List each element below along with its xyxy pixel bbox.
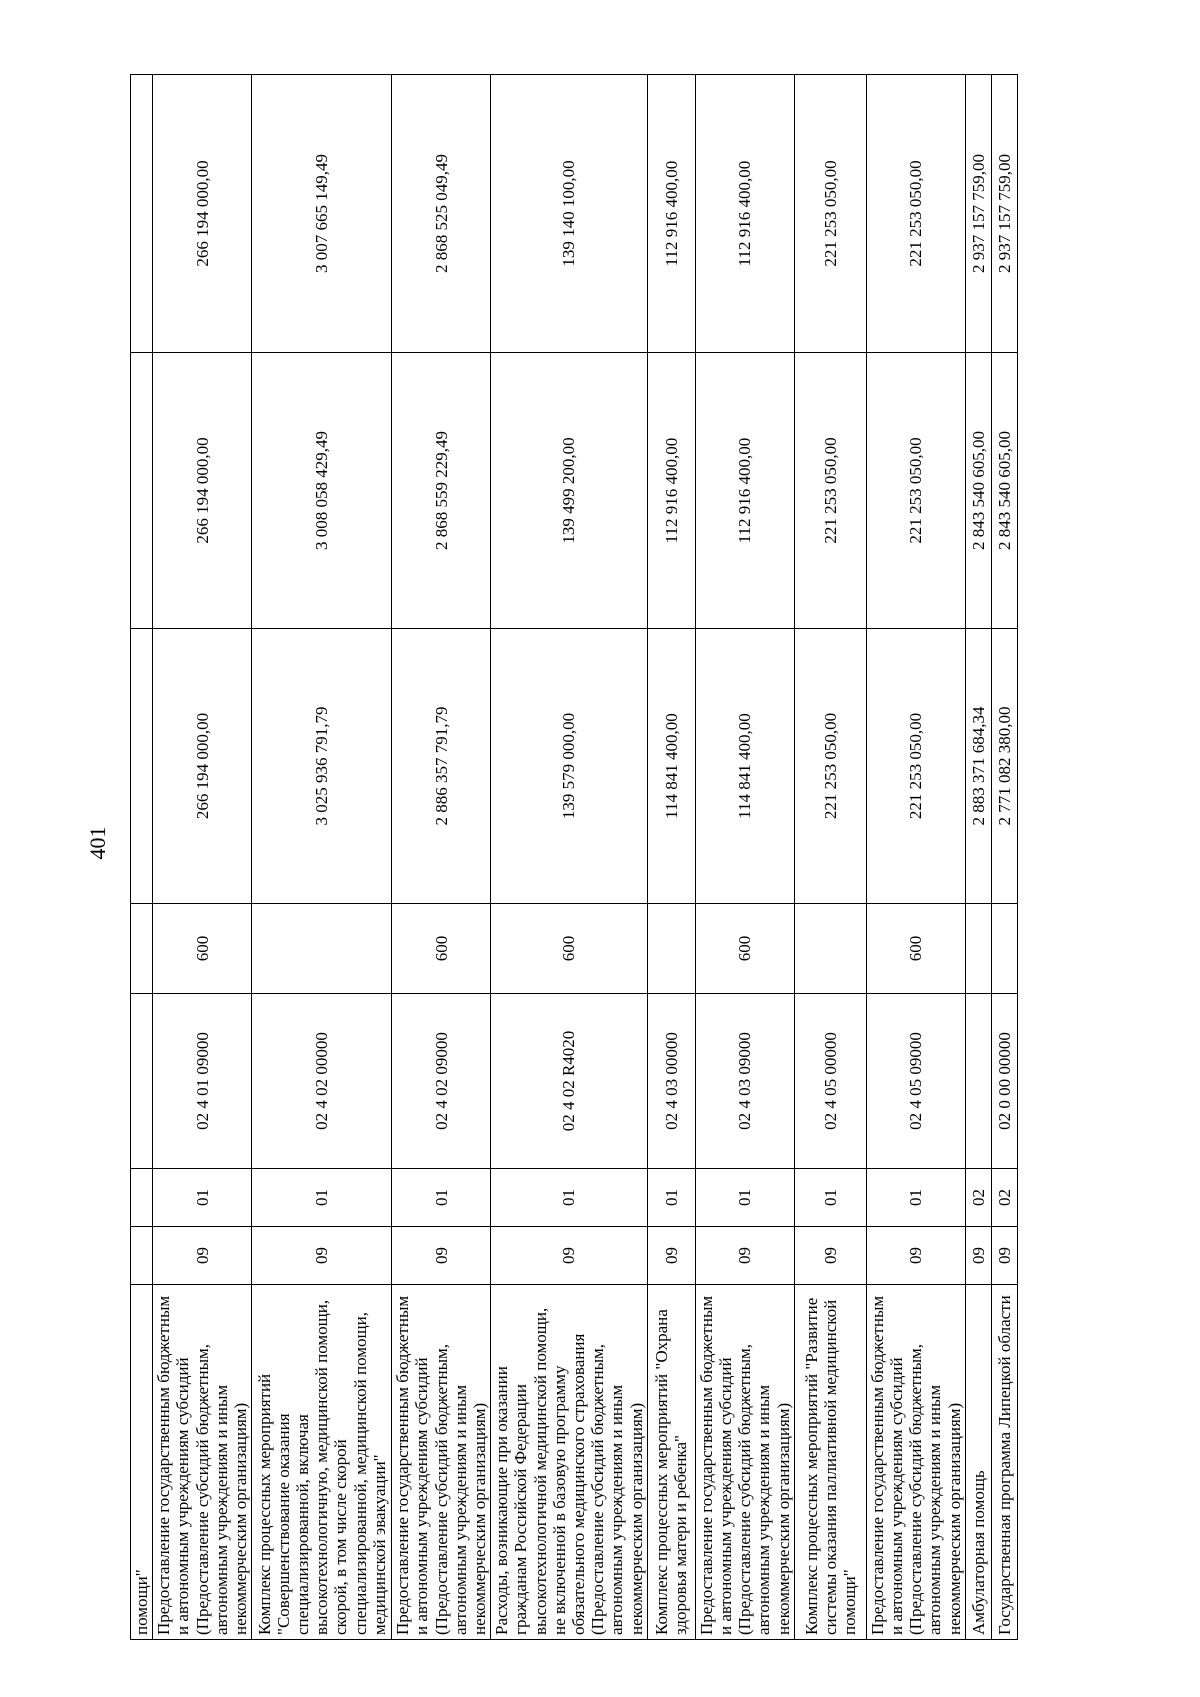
table-row bbox=[153, 75, 252, 1640]
rz-cell: 01 bbox=[647, 1169, 695, 1227]
value-2-cell: 2 843 540 605,00 bbox=[991, 353, 1017, 629]
vr-cell bbox=[794, 904, 866, 994]
table-row bbox=[866, 75, 965, 1640]
value-1-cell: 2 883 371 684,34 bbox=[965, 629, 991, 904]
value-1-cell: 2 771 082 380,00 bbox=[991, 629, 1017, 904]
value-3-cell: 2 937 157 759,00 bbox=[991, 75, 1017, 353]
vr-cell: 600 bbox=[866, 904, 965, 994]
cs-cell bbox=[965, 994, 991, 1169]
rz-cell: 01 bbox=[392, 1169, 491, 1227]
rz-cell: 01 bbox=[866, 1169, 965, 1227]
cs-cell: 02 4 03 09000 bbox=[695, 994, 794, 1169]
value-1-cell: 266 194 000,00 bbox=[153, 629, 252, 904]
value-3-cell: 266 194 000,00 bbox=[153, 75, 252, 353]
rz-cell: 01 bbox=[252, 1169, 392, 1227]
table-row bbox=[965, 75, 991, 1640]
row-name-cell: Предоставление государственным бюджетным и автономным учреждениям субсидий (Предоставление субсидий бюджетным, автономным учреждениям и иным некоммерческим организациям) bbox=[392, 1285, 491, 1640]
ved-cell: 09 bbox=[252, 1227, 392, 1285]
vr-cell bbox=[991, 904, 1017, 994]
ved-cell: 09 bbox=[794, 1227, 866, 1285]
cs-cell: 02 4 02 00000 bbox=[252, 994, 392, 1169]
ved-cell: 09 bbox=[392, 1227, 491, 1285]
value-2-cell: 266 194 000,00 bbox=[153, 353, 252, 629]
row-name-cell: Амбулаторная помощь bbox=[965, 1285, 991, 1640]
ved-cell: 09 bbox=[695, 1227, 794, 1285]
value-3-cell: 112 916 400,00 bbox=[695, 75, 794, 353]
row-name-cell: Комплекс процессных мероприятий "Развитие системы оказания паллиативной медицинской помощи" bbox=[794, 1285, 866, 1640]
vr-cell: 600 bbox=[491, 904, 648, 994]
value-1-cell: 114 841 400,00 bbox=[647, 629, 695, 904]
cs-cell bbox=[131, 994, 153, 1169]
table-row bbox=[794, 75, 866, 1640]
value-1-cell: 139 579 000,00 bbox=[491, 629, 648, 904]
vr-cell bbox=[252, 904, 392, 994]
value-2-cell: 139 499 200,00 bbox=[491, 353, 648, 629]
ved-cell: 09 bbox=[153, 1227, 252, 1285]
rz-cell: 02 bbox=[965, 1169, 991, 1227]
value-3-cell: 2 868 525 049,49 bbox=[392, 75, 491, 353]
rz-cell: 01 bbox=[794, 1169, 866, 1227]
row-name-cell: Предоставление государственным бюджетным и автономным учреждениям субсидий (Предоставление субсидий бюджетным, автономным учреждениям и иным некоммерческим организациям) bbox=[866, 1285, 965, 1640]
value-3-cell: 3 007 665 149,49 bbox=[252, 75, 392, 353]
ved-cell: 09 bbox=[866, 1227, 965, 1285]
value-1-cell: 114 841 400,00 bbox=[695, 629, 794, 904]
ved-cell: 09 bbox=[647, 1227, 695, 1285]
value-3-cell: 221 253 050,00 bbox=[866, 75, 965, 353]
value-2-cell: 2 868 559 229,49 bbox=[392, 353, 491, 629]
value-2-cell: 3 008 058 429,49 bbox=[252, 353, 392, 629]
table-row bbox=[991, 75, 1017, 1640]
budget-table bbox=[130, 74, 1018, 1640]
row-name-cell: Предоставление государственным бюджетным и автономным учреждениям субсидий (Предоставление субсидий бюджетным, автономным учреждениям и иным некоммерческим организациям) bbox=[695, 1285, 794, 1640]
table-row bbox=[491, 75, 648, 1640]
cs-cell: 02 4 02 09000 bbox=[392, 994, 491, 1169]
value-1-cell: 3 025 936 791,79 bbox=[252, 629, 392, 904]
table-row bbox=[252, 75, 392, 1640]
row-name-cell: Предоставление государственным бюджетным и автономным учреждениям субсидий (Предоставление субсидий бюджетным, автономным учреждениям и иным некоммерческим организациям) bbox=[153, 1285, 252, 1640]
row-name-cell: Комплекс процессных мероприятий "Совершенствование оказания специализированной, включая высокотехнологичную, медицинской помощи, скорой, в том числе скорой специализированной, медицинской помощи, медицинской эвакуации" bbox=[252, 1285, 392, 1640]
ved-cell: 09 bbox=[991, 1227, 1017, 1285]
table-row bbox=[392, 75, 491, 1640]
vr-cell bbox=[131, 904, 153, 994]
value-2-cell: 112 916 400,00 bbox=[647, 353, 695, 629]
table-row bbox=[647, 75, 695, 1640]
row-name-cell: Расходы, возникающие при оказании гражданам Российской Федерации высокотехнологичной медицинской помощи, не включенной в базовую программу обязательного медицинского страхования (Предоставление субсидий бюджетным, автономным учреждениям и иным некоммерческим организациям) bbox=[491, 1285, 648, 1640]
value-1-cell: 221 253 050,00 bbox=[794, 629, 866, 904]
value-1-cell bbox=[131, 629, 153, 904]
cs-cell: 02 4 03 00000 bbox=[647, 994, 695, 1169]
table-row bbox=[695, 75, 794, 1640]
value-2-cell: 112 916 400,00 bbox=[695, 353, 794, 629]
rz-cell: 01 bbox=[491, 1169, 648, 1227]
budget-table-body bbox=[131, 75, 1018, 1640]
cs-cell: 02 4 01 09000 bbox=[153, 994, 252, 1169]
value-2-cell: 221 253 050,00 bbox=[794, 353, 866, 629]
row-name-cell: Государственная программа Липецкой области bbox=[991, 1285, 1017, 1640]
value-2-cell bbox=[131, 353, 153, 629]
cs-cell: 02 4 05 00000 bbox=[794, 994, 866, 1169]
vr-cell: 600 bbox=[695, 904, 794, 994]
vr-cell bbox=[965, 904, 991, 994]
value-3-cell: 221 253 050,00 bbox=[794, 75, 866, 353]
row-name-cell: помощи" bbox=[131, 1285, 153, 1640]
cs-cell: 02 4 05 09000 bbox=[866, 994, 965, 1169]
value-1-cell: 2 886 357 791,79 bbox=[392, 629, 491, 904]
rz-cell bbox=[131, 1169, 153, 1227]
value-3-cell: 2 937 157 759,00 bbox=[965, 75, 991, 353]
rz-cell: 01 bbox=[153, 1169, 252, 1227]
ved-cell: 09 bbox=[965, 1227, 991, 1285]
rotated-table-wrapper bbox=[130, 75, 1090, 1640]
value-2-cell: 2 843 540 605,00 bbox=[965, 353, 991, 629]
value-2-cell: 221 253 050,00 bbox=[866, 353, 965, 629]
rz-cell: 02 bbox=[991, 1169, 1017, 1227]
vr-cell bbox=[647, 904, 695, 994]
cs-cell: 02 0 00 00000 bbox=[991, 994, 1017, 1169]
value-1-cell: 221 253 050,00 bbox=[866, 629, 965, 904]
value-3-cell: 112 916 400,00 bbox=[647, 75, 695, 353]
ved-cell: 09 bbox=[491, 1227, 648, 1285]
ved-cell bbox=[131, 1227, 153, 1285]
rz-cell: 01 bbox=[695, 1169, 794, 1227]
table-row bbox=[131, 75, 153, 1640]
value-3-cell bbox=[131, 75, 153, 353]
vr-cell: 600 bbox=[153, 904, 252, 994]
row-name-cell: Комплекс процессных мероприятий "Охрана здоровья матери и ребенка" bbox=[647, 1285, 695, 1640]
value-3-cell: 139 140 100,00 bbox=[491, 75, 648, 353]
vr-cell: 600 bbox=[392, 904, 491, 994]
cs-cell: 02 4 02 R4020 bbox=[491, 994, 648, 1169]
page-number: 401 bbox=[85, 826, 110, 860]
